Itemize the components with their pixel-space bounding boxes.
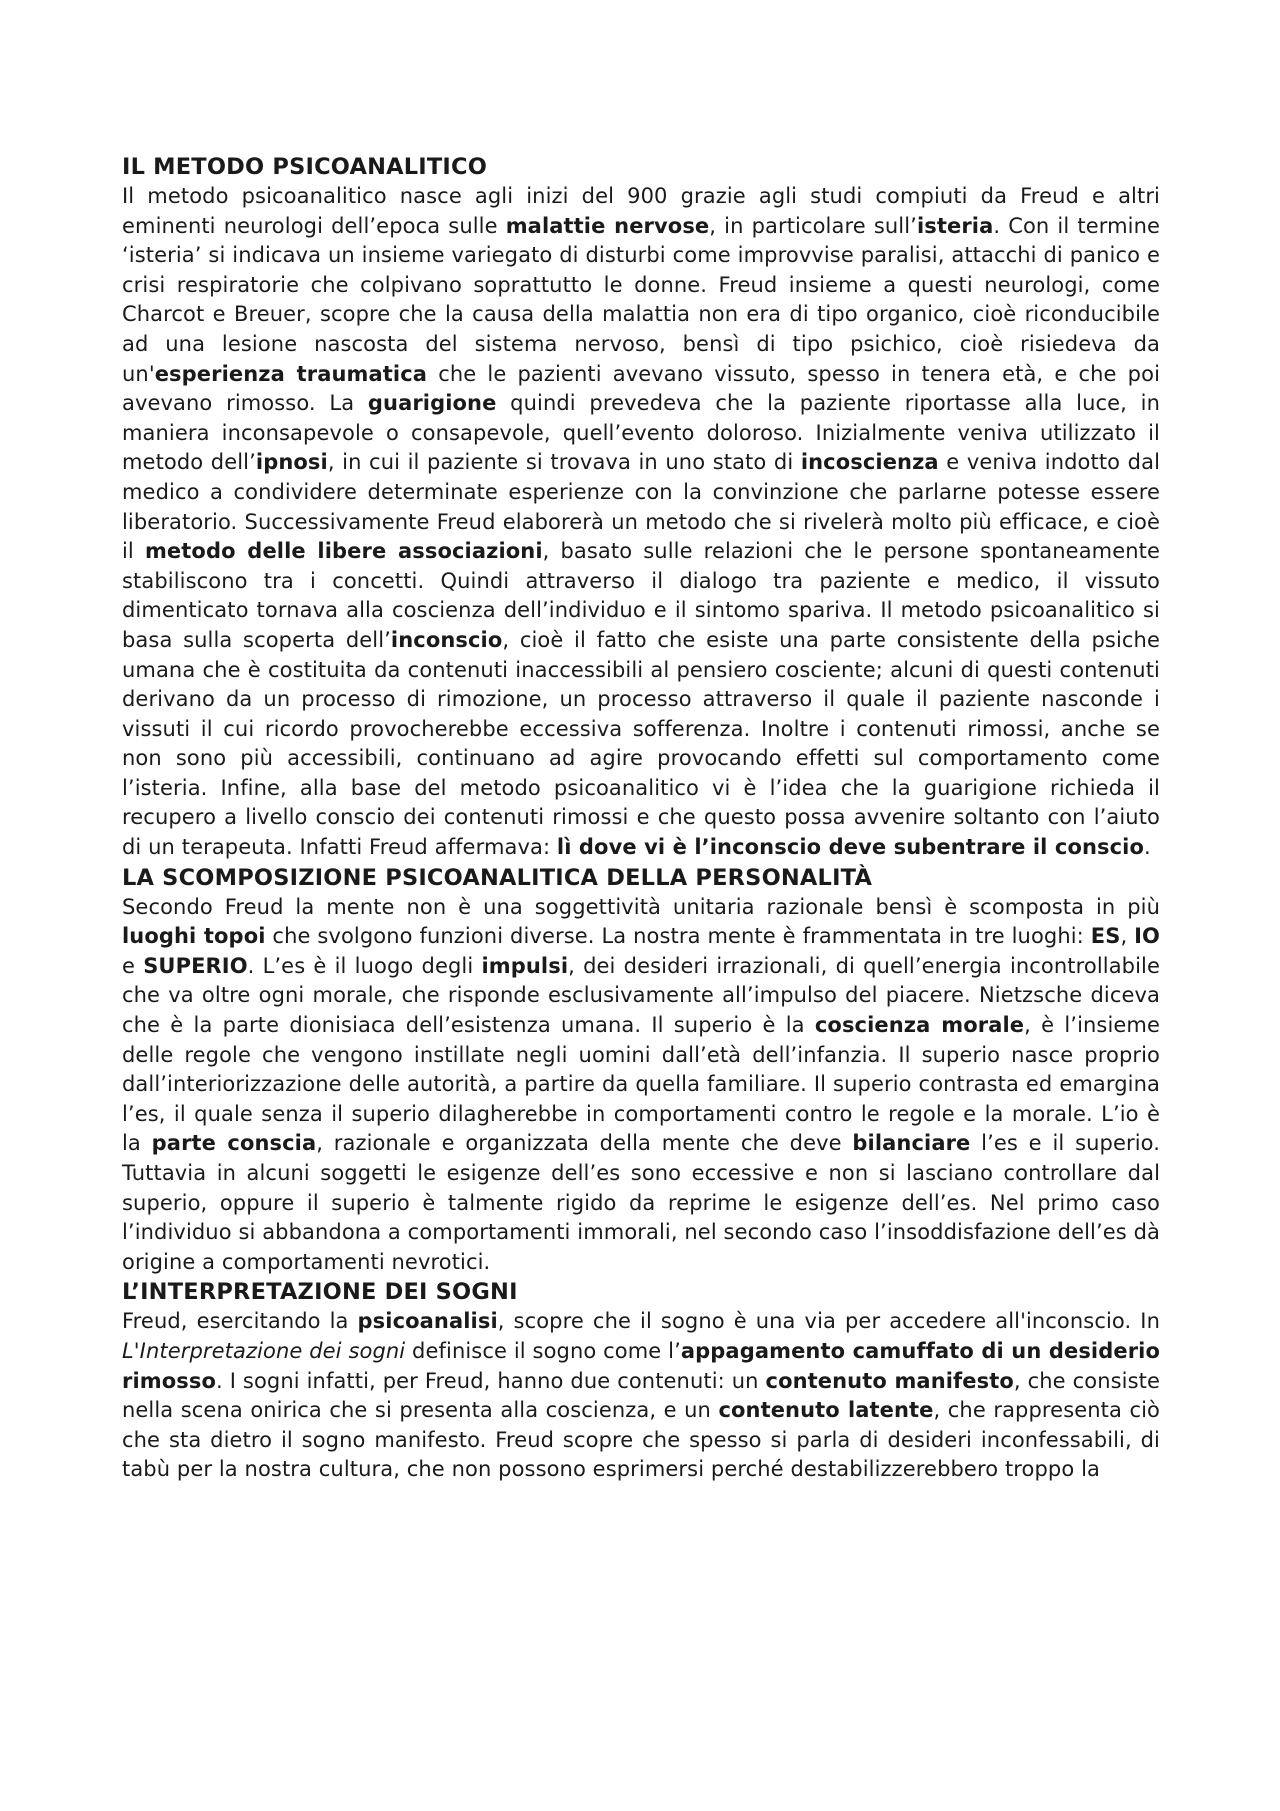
bold-term: lì dove vi è l’inconscio deve subentrare il conscio — [556, 835, 1144, 860]
text-run: , scopre che il sogno è una via per accedere all'inconscio. In — [497, 1309, 1160, 1334]
section-paragraph-metodo-psicoanalitico — [122, 182, 1160, 863]
section-title-interpretazione-sogni: L’INTERPRETAZIONE DEI SOGNI — [122, 1279, 518, 1306]
text-run: che svolgono funzioni diverse. La nostra mente è frammentata in tre luoghi: — [265, 924, 1091, 949]
bold-term: contenuto latente — [718, 1398, 934, 1423]
bold-term: esperienza traumatica — [154, 361, 428, 386]
text-run: , razionale e organizzata della mente che deve — [316, 1131, 853, 1156]
bold-term: appagamento camuffato di un desiderio rimosso — [122, 1338, 1160, 1393]
bold-term: SUPERIO — [143, 953, 248, 978]
bold-term: coscienza morale — [814, 1013, 1025, 1038]
text-run: Il metodo psicoanalitico nasce agli inizi del 900 grazie agli studi compiuti da Freud e altri eminenti neurologi dell’epoca sulle — [122, 184, 1160, 238]
text-run: . I sogni infatti, per Freud, hanno due contenuti: un — [216, 1368, 766, 1393]
section-title-metodo-psicoanalitico: IL METODO PSICOANALITICO — [122, 154, 488, 180]
italic-title: L'Interpretazione dei sogni — [122, 1338, 406, 1363]
text-run: , in particolare sull’ — [709, 213, 917, 238]
text-run: , che rappresenta ciò che sta dietro il sogno manifesto. Freud scopre che spesso si parla di desideri inconfessabili, di tabù per la nostra cultura, che non possono esprimersi perché destabilizzerebbero troppo la — [122, 1398, 1160, 1482]
bold-term: luoghi topoi — [122, 924, 266, 949]
bold-term: malattie nervose — [505, 213, 710, 238]
text-run: . Con il termine ‘isteria’ si indicava un insieme variegato di disturbi come improvvise paralisi, attacchi di panico e crisi respiratorie che colpivano soprattutto le donne. Freud insieme a questi neurologi, come Charcot e Breuer, scopre che la causa della malattia non era di tipo organico, cioè riconducibile ad una lesione nascosta del sistema nervoso, bensì di tipo psichico, cioè risiedeva da un' — [122, 213, 1160, 386]
text-run: , in cui il paziente si trovava in uno stato di — [327, 450, 801, 475]
text-run: . — [1144, 835, 1151, 860]
bold-term: contenuto manifesto — [765, 1368, 1014, 1393]
bold-term: guarigione — [367, 391, 497, 416]
text-run: , basato sulle relazioni che le persone spontaneamente stabiliscono tra i concetti. Quindi attraverso il dialogo tra paziente e medico, il vissuto dimenticato tornava alla coscienza dell’individuo e il sintomo spariva. Il metodo psicoanalitico si basa sulla scoperta dell’ — [122, 539, 1161, 652]
text-run: Freud, esercitando la — [122, 1309, 358, 1334]
text-run: l’es e il superio. Tuttavia in alcuni soggetti le esigenze dell’es sono eccessive e non si lasciano controllare dal superio, oppure il superio è talmente rigido da reprime le esigenze dell’es. Nel primo caso l’individuo si abbandona a comportamenti immorali, nel secondo caso l’insoddisfazione dell’es dà origine a comportamenti nevrotici. — [122, 1131, 1161, 1274]
bold-term: incoscienza — [800, 450, 939, 475]
text-run: e veniva indotto dal medico a condividere determinate esperienze con la convinzione che parlarne potesse essere liberatorio. Successivamente Freud elaborerà un metodo che si rivelerà molto più efficace, e cioè il — [122, 450, 1161, 564]
text-run: , cioè il fatto che esiste una parte consistente della psiche umana che è costituita da contenuti inaccessibili al pensiero cosciente; alcuni di questi contenuti derivano da un processo di rimozione, un processo attraverso il quale il paziente nasconde i vissuti il cui ricordo provocherebbe eccessiva sofferenza. Inoltre i contenuti rimossi, anche se non sono più accessibili, continuano ad agire provocando effetti sul comportamento come l’isteria. Infine, alla base del metodo psicoanalitico vi è l’idea che la guarigione richieda il recupero a livello conscio dei contenuti rimossi e che questo possa avvenire soltanto con l’aiuto di un terapeuta. Infatti Freud affermava: — [122, 627, 1160, 860]
bold-term: impulsi — [481, 953, 569, 978]
text-run: , — [1120, 924, 1135, 949]
section-paragraph-interpretazione-sogni — [122, 1307, 1160, 1485]
text-run: , che consiste nella scena onirica che si presenta alla coscienza, e un — [122, 1368, 1160, 1423]
bold-term: inconscio — [390, 627, 503, 652]
bold-term: parte conscia — [151, 1131, 317, 1156]
bold-term: psicoanalisi — [357, 1309, 498, 1334]
text-run: e — [122, 953, 144, 978]
bold-term: isteria — [916, 213, 994, 238]
bold-term: metodo delle libere associazioni — [144, 539, 543, 564]
text-run: quindi prevedeva che la paziente riportasse alla luce, in maniera inconsapevole o consapevole, quell’evento doloroso. Inizialmente veniva utilizzato il metodo dell’ — [122, 391, 1160, 475]
bold-term: ES — [1090, 924, 1121, 949]
text-run: Secondo Freud la mente non è una soggettività unitaria razionale bensì è scomposta in più — [122, 894, 1160, 919]
text-run: , è l’insieme delle regole che vengono instillate negli uomini dall’età dell’infanzia. Il superio nasce proprio dall’interiorizzazione delle autorità, a partire da quella familiare. Il superio contrasta ed emargina l’es, il quale senza il superio dilagherebbe in comportamenti contro le regole e la morale. L’io è la — [122, 1013, 1160, 1156]
text-run: , dei desideri irrazionali, di quell’energia incontrollabile che va oltre ogni morale, che risponde esclusivamente all’impulso del piacere. Nietzsche diceva che è la parte dionisiaca dell’esistenza umana. Il superio è la — [122, 953, 1160, 1038]
text-run: . L’es è il luogo degli — [247, 953, 482, 978]
bold-term: IO — [1134, 924, 1160, 949]
bold-term: bilanciare — [852, 1131, 971, 1156]
section-paragraph-scomposizione-personalita — [122, 893, 1160, 1278]
section-title-scomposizione-personalita: LA SCOMPOSIZIONE PSICOANALITICA DELLA PERSONALITÀ — [122, 864, 873, 891]
text-run: definisce il sogno come l’ — [405, 1338, 681, 1363]
text-run: che le pazienti avevano vissuto, spesso in tenera età, e che poi avevano rimosso. La — [122, 361, 1160, 416]
bold-term: ipnosi — [255, 450, 328, 475]
